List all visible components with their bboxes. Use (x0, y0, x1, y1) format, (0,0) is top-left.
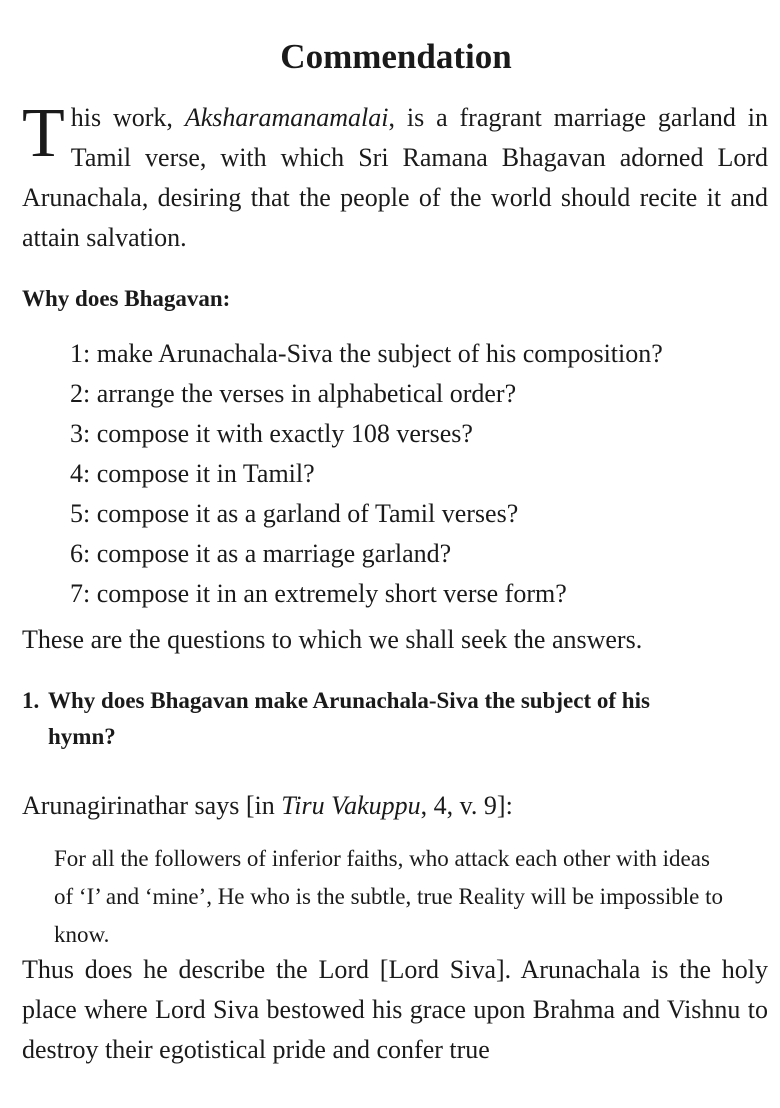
intro-paragraph (22, 95, 768, 258)
section-1-number: 1. (22, 688, 40, 713)
section-1-heading (22, 683, 768, 755)
questions-heading: Why does Bhagavan: (22, 286, 231, 311)
question-item: 1: make Arunachala-Siva the subject of his composition? (70, 339, 663, 368)
block-quote: For all the followers of inferior faiths, who attack each other with ideas of ‘I’ and ‘mine’, He who is the subtle, true Reality will be impossible to know. (54, 846, 723, 947)
attribution-source: Tiru Vakuppu (281, 791, 421, 820)
section-1-heading-line1: Why does Bhagavan make Arunachala-Siva the subject of his (48, 688, 650, 713)
intro-text-end: , is a fragrant marriage garland in Tamil verse, with which Sri Ramana Bhagavan adorned Lord Arunachala, desiring that the people of the world should recite it and attain salvation. (22, 103, 768, 252)
closing-paragraph: Thus does he describe the Lord [Lord Siva]. Arunachala is the holy place where Lord Siva bestowed his grace upon Brahma and Vishnu to destroy their egotistical pride and confer true (22, 955, 768, 1064)
questions-conclusion: These are the questions to which we shall seek the answers. (22, 625, 643, 654)
question-item: 3: compose it with exactly 108 verses? (70, 419, 473, 448)
question-item: 5: compose it as a garland of Tamil verses? (70, 499, 519, 528)
question-item: 2: arrange the verses in alphabetical order? (70, 379, 517, 408)
quote-attribution (22, 786, 513, 826)
attribution-text-end: , 4, v. 9]: (420, 791, 513, 820)
question-item: 7: compose it in an extremely short verse form? (70, 579, 567, 608)
question-item: 4: compose it in Tamil? (70, 459, 315, 488)
work-title: Aksharamanamalai (184, 103, 389, 132)
intro-text-start: his work, (70, 103, 185, 132)
question-item: 6: compose it as a marriage garland? (70, 539, 452, 568)
section-1-heading-line2: hymn? (48, 724, 116, 749)
drop-cap: T (22, 95, 65, 172)
attribution-text-start: Arunagirinathar says [in (22, 791, 282, 820)
page-title: Commendation (280, 37, 512, 77)
questions-list (70, 334, 663, 614)
